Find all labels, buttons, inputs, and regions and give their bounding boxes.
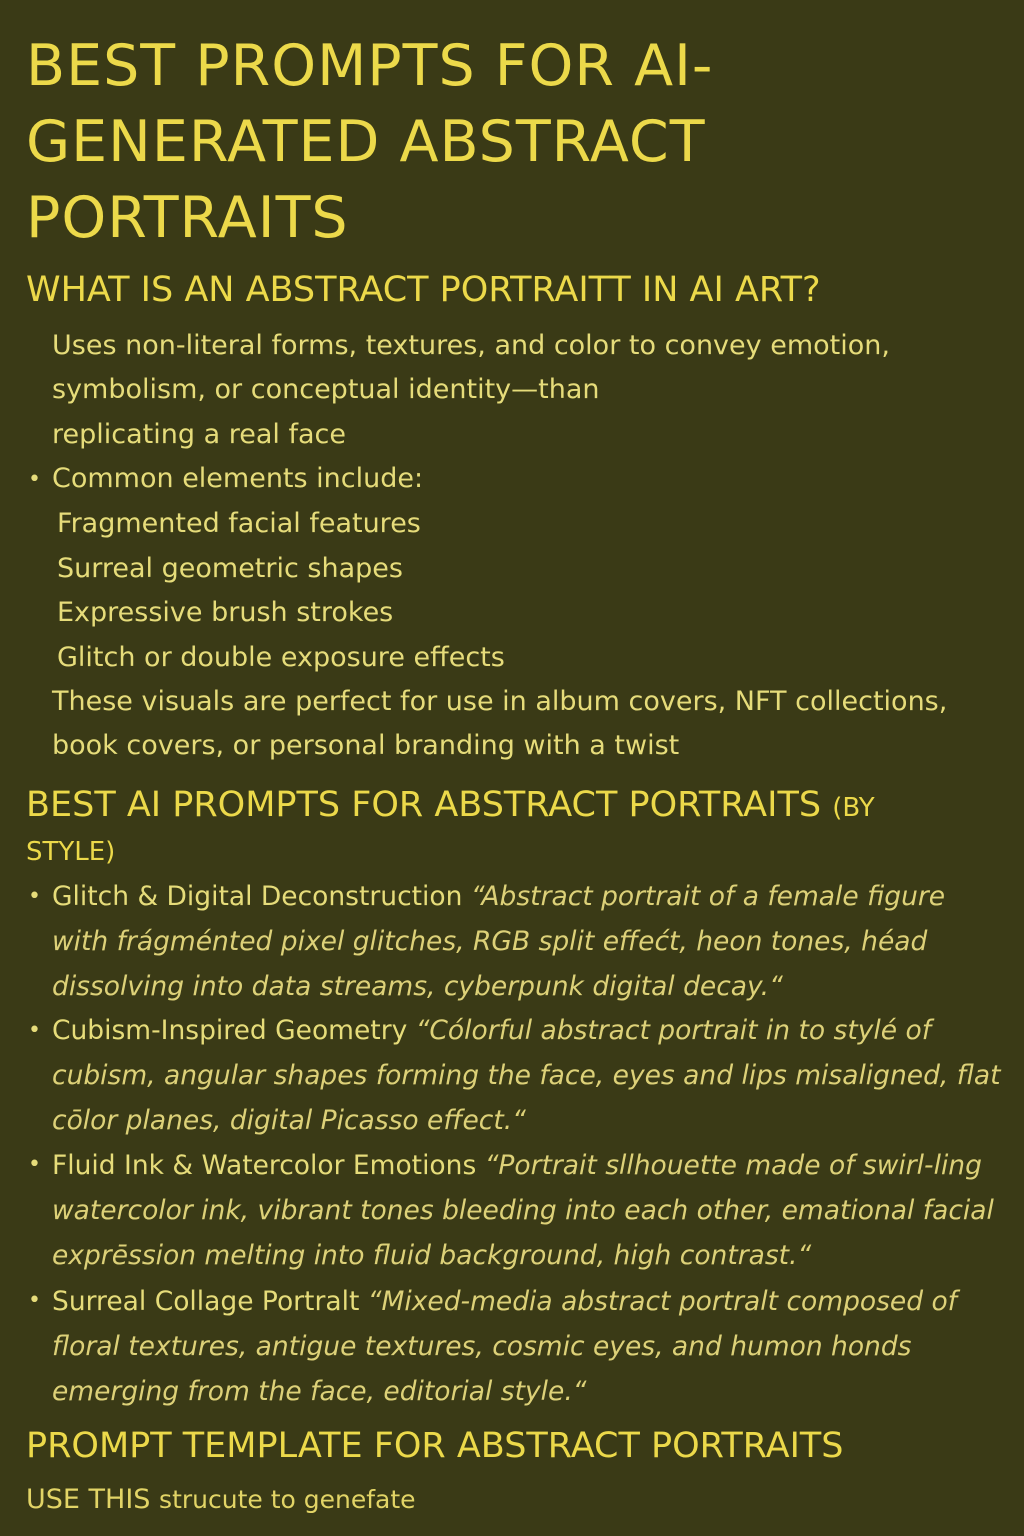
page-title: BEST PROMPTS FOR AI-GENERATED ABSTRACT PORTRAITS — [26, 33, 714, 251]
intro-line-2: symbolism, or conceptual identity—than — [52, 374, 600, 405]
closing-line-1: These visuals are perfect for use in album covers, NFT collections, — [52, 686, 948, 717]
section-heading-template: PROMPT TEMPLATE FOR ABSTRACT PORTRAITS — [26, 1426, 844, 1466]
template-instruction-lower: strucute to genefate — [159, 1485, 416, 1514]
bullet-dot-icon: • — [28, 1152, 41, 1177]
element-item: Fragmented facial features — [57, 508, 421, 539]
common-elements-label: Common elements include: — [52, 463, 424, 494]
bullet-dot-icon: • — [28, 1018, 41, 1043]
common-elements-list — [57, 502, 505, 680]
prompt-text: “Portrait sllhouette made of swirl-ling watercolor ink, vibrant tones bleeding into each other, emational facial exprēssion melting into fluid background, high contrast.“ — [52, 1150, 994, 1271]
template-instruction — [26, 1480, 416, 1520]
bullet-dot-icon: • — [28, 467, 41, 492]
intro-line-1: Uses non-literal forms, textures, and color to convey emotion, — [52, 330, 890, 361]
heading-continuation: STYLE) — [26, 837, 116, 867]
prompt-style-name: Surreal Collage Portralt — [52, 1286, 360, 1317]
bullet-dot-icon: • — [28, 884, 41, 909]
bullet-dot-icon: • — [28, 1288, 41, 1313]
prompt-item-collage — [52, 1279, 1002, 1414]
heading-suffix: (BY — [832, 793, 875, 823]
template-instruction-upper: USE THIS — [26, 1484, 151, 1515]
closing-line-2: book covers, or personal branding with a twist — [52, 730, 680, 761]
prompt-text: “Mixed-media abstract portralt composed of floral textures, antigue textures, cosmic eyes, and humon honds emerging from the face, editorial style.“ — [52, 1286, 958, 1407]
prompt-style-name: Cubism-Inspired Geometry — [52, 1015, 408, 1046]
prompt-style-name: Glitch & Digital Deconstruction — [52, 881, 463, 912]
prompt-item-fluid-ink — [52, 1143, 1002, 1278]
section-heading-best-prompts — [26, 783, 875, 830]
intro-line-3: replicating a real face — [52, 419, 346, 450]
prompt-item-cubism — [52, 1008, 1002, 1143]
element-item: Surreal geometric shapes — [57, 552, 403, 584]
prompt-style-name: Fluid Ink & Watercolor Emotions — [52, 1150, 477, 1181]
element-item: Expressive brush strokes — [57, 597, 394, 628]
section-heading-what-is: WHAT IS AN ABSTRACT PORTRAITT IN AI ART? — [26, 270, 821, 310]
element-item: Glitch or double exposure effects — [57, 641, 505, 673]
prompt-item-glitch — [52, 874, 1002, 1009]
prompt-text: “Cólorful abstract portrait in to stylé of cubism, angular shapes forming the face, eyes and lips misaligned, flat cōlor planes, digital Picasso effect.“ — [52, 1015, 1001, 1136]
prompt-text: “Abstract portrait of a female figure with frágménted pixel glitches, RGB split effećt, heon tones, héad dissolving into data streams, cyberpunk digital decay.“ — [52, 881, 946, 1002]
heading-main: BEST AI PROMPTS FOR ABSTRACT PORTRAITS — [26, 785, 822, 825]
